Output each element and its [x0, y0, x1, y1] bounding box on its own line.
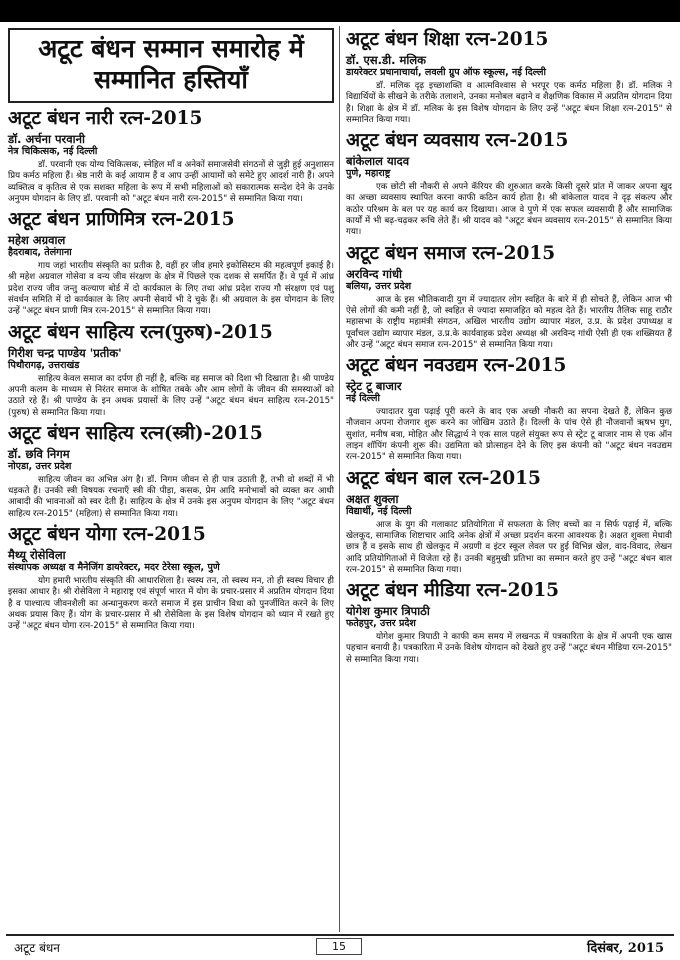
page-footer [0, 934, 680, 958]
awardee-name: बांकेलाल यादव [346, 154, 410, 169]
awardee-name: अक्षत शुक्ला [346, 491, 399, 506]
top-black-bar [0, 0, 680, 22]
awardee-name: डॉ. एस.डी. मलिक [346, 53, 426, 67]
award-section [8, 107, 334, 205]
left-column [8, 28, 334, 636]
awardee-name: महेश अग्रवाल [8, 233, 66, 248]
award-description: आज के युग की गलाकाट प्रतियोगिता में सफलता के लिए बच्चों का न सिर्फ पढ़ाई में, बल्कि खेलकूद, सामाजिक शिष्टाचार आदि अनेक क्षेत्रों में अच्छा प्रदर्शन करना आवश्यक है। अक्षत शुक्ला मेधावी छात्र हैं व इसके साथ ही खेलकूद में अग्रणी व इंटर स्कूल लेवल पर हुई विभिन्न खेल, वाद-विवाद, लेखन आदि प्रतियोगिताओं में विजेता रहे हैं। उनकी बहुमुखी प्रतिभा का सम्मान करते हुए उन्हें "अटूट बंधन बाल रत्न-2015" से सम्मानित किया गया। [346, 519, 672, 575]
page-headline: अटूट बंधन सम्मान समारोह में सम्मानित हस्तियाँ [38, 34, 304, 94]
award-title: अटूट बंधन प्राणिमित्र रत्न-2015 [8, 209, 235, 231]
award-description: योगेश कुमार त्रिपाठी ने काफी कम समय में लखनऊ में पत्रकारिता के क्षेत्र में अपनी एक खास पहचान बनायी है। पत्रकारिता में उनके विशेष योगदान को देखते हुए उन्हें "अटूट बंधन मीडिया रत्न-2015" से सम्मानित किया गया। [346, 632, 672, 665]
award-title: अटूट बंधन नवउद्यम रत्न-2015 [346, 355, 567, 377]
award-description: ज्यादातर युवा पढ़ाई पूरी करने के बाद एक अच्छी नौकरी का सपना देखते हैं, लेकिन कुछ नौजवान अपना रोजगार शुरू करने का जोखिम उठाते हैं। दिल्ली के पांच ऐसे ही नौजवानों ऋषभ घुग, सुशांत, मनीष बत्रा, मोहित और सिद्धार्थ ने एक साल पहले संयुक्त रूप से स्ट्रेट टू बाजार नाम से एक ऑन लाइन शॉपिंग कंपनी शुरू की। उद्यमिता को प्रोत्साहन देने के लिए इस कंपनी को "अटूट बंधन नवउद्यम रत्न-2015" से सम्मानित किया गया। [346, 407, 672, 463]
award-title: अटूट बंधन साहित्य रत्न(स्त्री)-2015 [8, 422, 263, 444]
awardee-name: योगेश कुमार त्रिपाठी [346, 604, 430, 619]
award-title: अटूट बंधन समाज रत्न-2015 [346, 242, 556, 264]
award-section [346, 242, 672, 351]
award-title: अटूट बंधन नारी रत्न-2015 [8, 108, 203, 129]
award-section [8, 208, 334, 317]
award-section [346, 28, 672, 126]
footer-date: दिसंबर, 2015 [586, 941, 664, 956]
footer-rule [6, 934, 674, 936]
award-description: डॉ. मलिक दृढ़ इच्छाशक्ति व आत्मविश्वास से भरपूर एक कर्मठ महिला हैं। डॉ. मलिक ने विद्यार्थियों के सीखने के तरीके तलाशने, उनका मनोबल बढ़ाने व शैक्षणिक विकास में अप्रतिम योगदान दिया है। शिक्षा के क्षेत्र में डॉ. मलिक के इस विशेष योगदान के लिए उन्हें "अटूट बंधन शिक्षा रत्न-2015" से सम्मानित किया गया। [346, 81, 672, 125]
award-title: अटूट बंधन साहित्य रत्न(पुरुष)-2015 [8, 321, 273, 343]
awardee-name: डॉ. अर्चना परवानी [8, 132, 85, 146]
awardee-designation: पिथौरागढ़, उत्तराखंड [8, 359, 80, 371]
awardee-designation: फतेहपुर, उत्तर प्रदेश [346, 618, 416, 630]
award-description: एक छोटी सी नौकरी से अपने कॅरियर की शुरुआत करके किसी दूसरे प्रांत में जाकर अपना खुद का अच्छा व्यवसाय स्थापित करना काफी कठिन कार्य होता है। श्री बांकेलाल यादव ने दृढ़ संकल्प और कठोर परिश्रम के बल पर यह कार्य कर दिखाया। आज वे पुणे में एक सफल व्यवसायी हैं और सामाजिक कार्यों में भी बढ़-चढ़कर रूचि लेते हैं। श्री यादव को "अटूट बंधन व्यवसाय रत्न-2015" से सम्मानित किया गया। [346, 182, 672, 238]
award-title: अटूट बंधन शिक्षा रत्न-2015 [346, 29, 549, 50]
award-description: साहित्य जीवन का अभिन्न अंग है। डॉ. निगम जीवन से ही पात्र उठाती हैं, तभी वो शब्दों में भी धड़कते हैं। उनकी स्त्री विषयक रचनाएँ स्त्री की पीड़ा, कसक, प्रेम आदि मनोभावों को व्यक्त कर आधी आबादी की भावनाओं को स्वर देती हैं। साहित्य के क्षेत्र में उनके इस अनुपम योगदान के लिए "अटूट बंधन साहित्य रत्न-2015" (महिला) से सम्मानित किया गया। [8, 474, 334, 519]
awardee-name: मैथ्यू रोसेविला [8, 548, 66, 563]
award-section [8, 523, 334, 632]
award-description: साहित्य केवल समाज का दर्पण ही नहीं है, बल्कि वह समाज को दिशा भी दिखाता है। श्री पाण्डेय अपनी कलम के माध्यम से निरंतर समाज के शोषित तबके और आम लोगों के जीवन की समस्याओं को उठाते रहे हैं। श्री पाण्डेय के इन अथक प्रयासों के लिए उन्हें "अटूट बंधन बंधन साहित्य रत्न-2015" (पुरुष) से सम्मानित किया गया। [8, 373, 334, 418]
award-section [346, 467, 672, 576]
award-section [8, 422, 334, 520]
award-section [346, 129, 672, 238]
award-description: गाय जहां भारतीय संस्कृति का प्रतीक है, वहीं हर जीव हमारे इकोसिस्टम की महत्वपूर्ण इकाई है। श्री महेश अग्रवाल गोसेवा व वन्य जीव संरक्षण के क्षेत्र में पिछले एक दशक से समर्पित हैं। वे पूर्व में आंध्र प्रदेश राज्य जीव जन्तु कल्याण बोर्ड में दो कार्यकाल के लिए तथा आंध्र प्रदेश राज्य गौ संरक्षण एवं पशु संवर्धन समिति में दो कार्यकाल के लिए अपनी सेवायें भी दे चुके हैं। श्री अग्रवाल के इस योगदान के लिए उन्हें "अटूट बंधन प्राणी मित्र रत्न-2015" से सम्मानित किया गया। [8, 261, 334, 317]
award-title: अटूट बंधन व्यवसाय रत्न-2015 [346, 130, 569, 152]
awardee-designation: विद्यार्थी, नई दिल्ली [346, 505, 412, 517]
awardee-designation: पुणे, महाराष्ट्र [346, 168, 391, 180]
award-title: अटूट बंधन मीडिया रत्न-2015 [346, 580, 560, 602]
awardee-designation: नोएडा, उत्तर प्रदेश [8, 460, 72, 472]
awardee-designation: नेत्र चिकित्सक, नई दिल्ली [8, 146, 98, 157]
award-description: योग हमारी भारतीय संस्कृति की आधारशिला है। स्वस्थ तन, तो स्वस्थ मन, तो ही स्वस्थ विचार ही इसका आधार है। श्री रोसेविला ने महाराष्ट्र एवं संपूर्ण भारत में योग के प्रचार-प्रसार में अप्रतिम योगदान दिया है व पाश्चात्य जीवनशैली का अन्धानुकरण करते समाज में इस प्राचीन विधा को पुनर्जीवित करने के लिए अथक प्रयास किए हैं। योग के प्रचार-प्रसार में श्री रोसेविला के इस विशेष योगदान को ध्यान में रखते हुए उन्हें "अटूट बंधन योगा रत्न-2015" से सम्मानित किया गया। [8, 576, 334, 632]
headline-box [8, 28, 334, 103]
award-description: डॉ. परवानी एक योग्य चिकित्सक, स्नेहिल माँ व अनेकों समाजसेवी संगठनों से जुड़ी हुई अनुशासन प्रिय कर्मठ महिला हैं। श्रेष्ठ नारी के कई आयाम हैं व आप उन्हीं आयामों को समेटे हुए आदर्श नारी हैं। अपने व्यक्तित्व व कृतित्व से एक सशक्त महिला के रूप में सभी महिलाओं को सकारात्मक सन्देश देने के उनके अनुपम योगदान के लिए डॉ. परवानी को "अटूट बंधन नारी रत्न-2015" से सम्मानित किया गया। [8, 160, 335, 204]
right-column [346, 28, 672, 669]
award-section [346, 354, 672, 463]
award-section [8, 321, 334, 419]
award-title: अटूट बंधन योगा रत्न-2015 [8, 524, 206, 546]
awardee-name: गिरीश चन्द्र पाण्डेय 'प्रतीक' [8, 345, 122, 360]
awardee-name: स्ट्रेट टू बाजार [346, 379, 402, 394]
award-section [346, 579, 672, 666]
award-description: आज के इस भौतिकवादी युग में ज्यादातर लोग स्वहित के बारे में ही सोचते हैं, लेकिन आज भी ऐसे लोगों की कमी नहीं है, जो स्वहित से ज्यादा समाजहित को महत्व देते हैं। भारतीय तैलिक साहू राठौर महासभा के राष्ट्रीय महामंत्री संगठन, अखिल भारतीय उद्योग व्यापार मंडल, उ.प्र. के प्रदेश उपाध्यक्ष व पूर्वांचल उद्योग व्यापार मंडल, उ.प्र.के कार्यवाहक प्रदेश अध्यक्ष श्री अरविन्द गांधी ऐसी ही एक शख्सियत हैं और उन्हें "अटूट बंधन समाज रत्न-2015" से सम्मानित किया गया। [346, 294, 672, 350]
awardee-name: अरविन्द गांधी [346, 266, 403, 281]
awardee-name: डॉ. छवि निगम [8, 446, 70, 461]
page-number: 15 [316, 938, 362, 955]
footer-magazine-name: अटूट बंधन [14, 941, 60, 955]
awardee-designation: बलिया, उत्तर प्रदेश [346, 280, 412, 292]
awardee-designation: संस्थापक अध्यक्ष व मैनेजिंग डायरेक्टर, मदर टेरेसा स्कूल, पुणे [8, 562, 220, 574]
awardee-designation: नई दिल्ली [346, 393, 380, 405]
awardee-designation: हैदराबाद, तेलंगाना [8, 247, 72, 259]
awardee-designation: डायरेक्टर प्रधानाचार्या, लवली ग्रुप ऑफ स्कूल्स, नई दिल्ली [346, 67, 546, 78]
award-title: अटूट बंधन बाल रत्न-2015 [346, 467, 541, 489]
column-divider [339, 26, 340, 932]
